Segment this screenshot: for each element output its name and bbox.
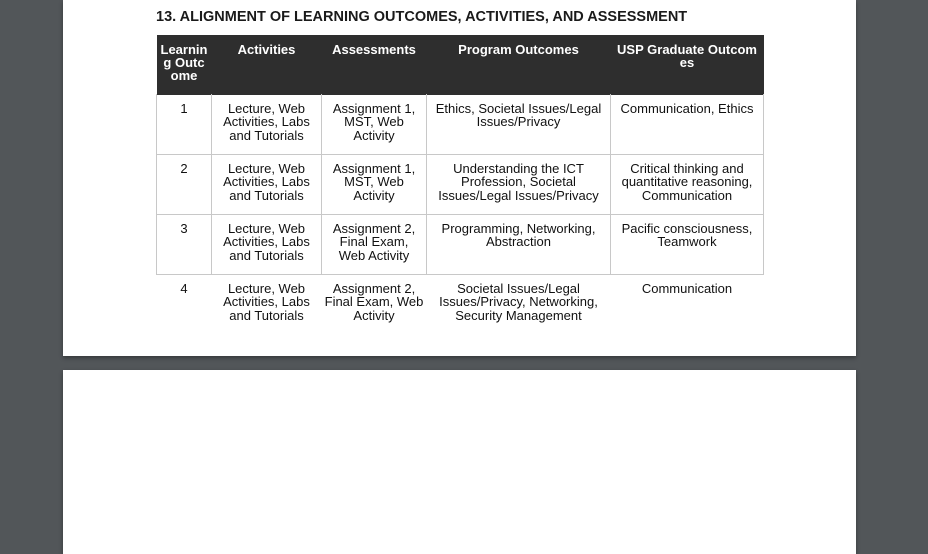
cell-outcome: 2: [157, 155, 212, 215]
cell-assessments: Assignment 1, MST, Web Activity: [322, 95, 427, 155]
cell-graduate-outcomes: Critical thinking and quantitative reasoning, Communication: [611, 155, 764, 215]
header-assessments: Assessments: [322, 35, 427, 95]
cell-graduate-outcomes: Communication, Ethics: [611, 95, 764, 155]
document-page-2: [63, 370, 856, 554]
cell-program-outcomes: Ethics, Societal Issues/Legal Issues/Privacy: [427, 95, 611, 155]
document-page-1: [63, 0, 856, 356]
table-row: [157, 215, 764, 275]
cell-program-outcomes: Societal Issues/Legal Issues/Privacy, Networking, Security Management: [439, 281, 598, 323]
table-header-row: [157, 35, 764, 95]
alignment-table: [156, 35, 764, 330]
cell-outcome: 4: [180, 281, 188, 296]
cell-program-outcomes: Understanding the ICT Profession, Societal Issues/Legal Issues/Privacy: [427, 155, 611, 215]
table-row: [157, 275, 764, 331]
header-usp-graduate-outcomes: USP Graduate Outcomes: [611, 35, 764, 95]
cell-activities: Lecture, Web Activities, Labs and Tutorials: [212, 215, 322, 275]
cell-graduate-outcomes: Communication: [641, 281, 733, 296]
table-row: [157, 95, 764, 155]
cell-activities: Lecture, Web Activities, Labs and Tutorials: [212, 155, 322, 215]
cell-outcome: 3: [157, 215, 212, 275]
section-title: 13. ALIGNMENT OF LEARNING OUTCOMES, ACTIVITIES, AND ASSESSMENT: [156, 9, 688, 25]
cell-activities: Lecture, Web Activities, Labs and Tutorials: [223, 281, 310, 323]
cell-program-outcomes: Programming, Networking, Abstraction: [427, 215, 611, 275]
cell-graduate-outcomes: Pacific consciousness, Teamwork: [611, 215, 764, 275]
header-learning-outcome: Learning Outcome: [157, 35, 212, 95]
cell-activities: Lecture, Web Activities, Labs and Tutorials: [212, 95, 322, 155]
cell-assessments: Assignment 2, Final Exam, Web Activity: [324, 281, 424, 323]
cell-assessments: Assignment 2, Final Exam, Web Activity: [322, 215, 427, 275]
table-row: [157, 155, 764, 215]
cell-outcome: 1: [157, 95, 212, 155]
cell-assessments: Assignment 1, MST, Web Activity: [322, 155, 427, 215]
header-program-outcomes: Program Outcomes: [427, 35, 611, 95]
header-activities: Activities: [212, 35, 322, 95]
